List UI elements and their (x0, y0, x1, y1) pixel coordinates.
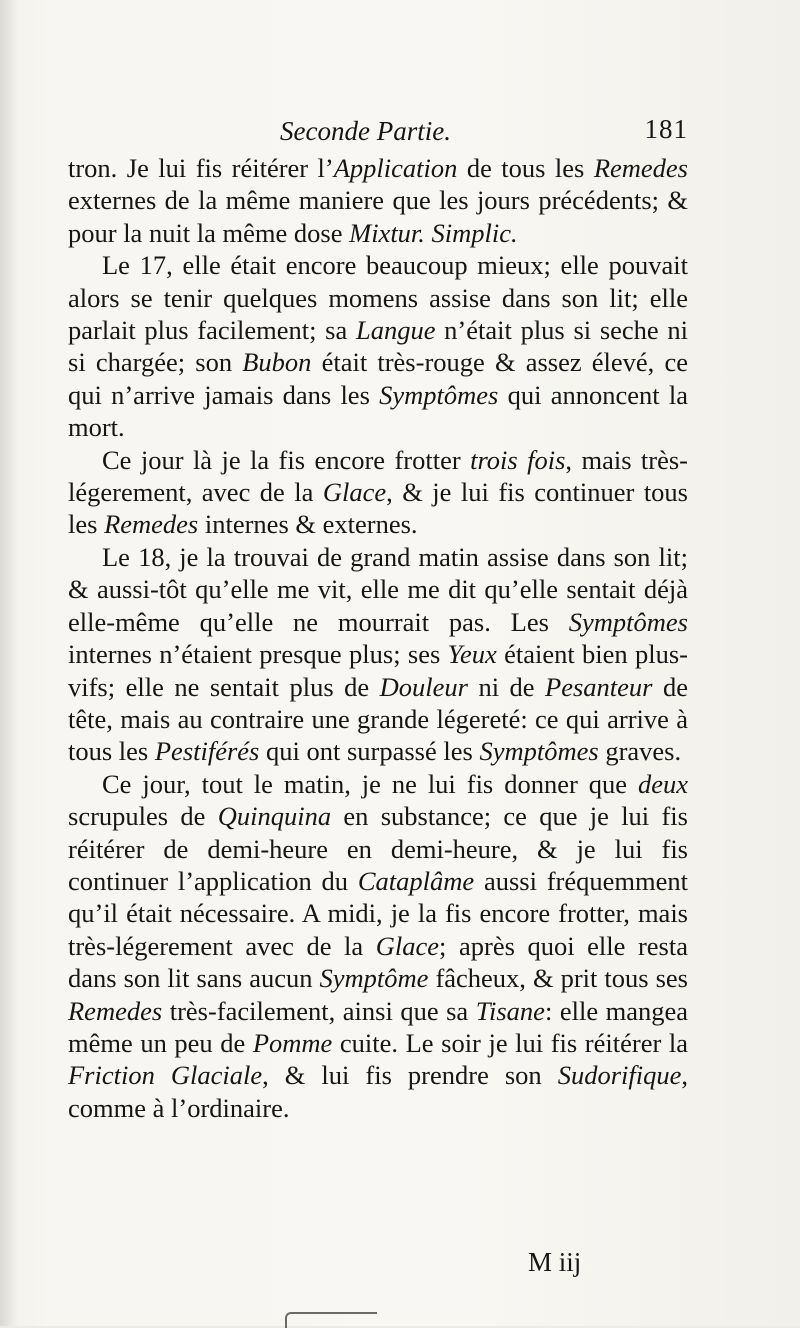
text-run: en substance; ce que je lui fis réitérer de demi-heure en demi-heure, & je lui fis continuer l’application du (68, 801, 688, 896)
text-run: très-facilement, ainsi que sa (162, 995, 476, 1026)
text-run: tron. Je lui fis réitérer l’ (68, 153, 334, 183)
paragraph (68, 768, 688, 1124)
text-run: graves. (598, 736, 682, 767)
italic-term: Quinquina (217, 801, 332, 832)
italic-term: Glace (375, 930, 440, 961)
text-run: fâcheux, & prit tous ses (428, 963, 688, 994)
paragraph (68, 152, 688, 249)
paragraph (68, 249, 688, 443)
text-run: qui ont surpassé les (259, 736, 480, 767)
italic-term: Douleur (379, 671, 468, 702)
text-run: aussi fréquemment qu’il était nécessaire. A midi, je la fis encore frotter, mais très-légerement avec de la (68, 865, 688, 961)
text-run: étaient bien plus-vifs; elle ne sentait plus de (68, 639, 689, 702)
italic-term: trois fois (470, 444, 566, 475)
italic-term: Pestiférés (154, 736, 260, 767)
text-run: , & je lui fis continuer tous les (68, 477, 688, 540)
text-run: , mais très-légerement, avec de la (68, 444, 689, 508)
italic-term: Sudorifique (557, 1060, 682, 1091)
italic-term: Pesanteur (545, 671, 653, 702)
italic-term: deux (637, 768, 688, 799)
italic-term: Bubon (242, 347, 312, 378)
signature-mark: M iij (528, 1247, 582, 1277)
italic-term: Pomme (252, 1027, 333, 1058)
text-run: ; après quoi elle resta dans son lit sans aucun (68, 930, 688, 994)
italic-term: Symptômes (568, 606, 688, 637)
text-run: Ce jour, tout le matin, je ne lui fis donner que (102, 768, 638, 799)
text-run: , & lui fis prendre son (262, 1060, 558, 1091)
text-run: était très-rouge & assez élevé, ce qui n’arrive jamais dans les (68, 347, 688, 410)
text-run: internes & externes. (198, 509, 418, 540)
page-number: 181 (644, 114, 688, 144)
text-run: externes de la même maniere que les jours précédents; & pour la nuit la même dose (68, 185, 688, 248)
body-text (68, 152, 688, 1124)
running-title: Seconde Partie. (280, 116, 451, 146)
text-run: ni de (467, 671, 546, 702)
gutter-shadow (0, 0, 18, 1326)
italic-term: Tisane (475, 995, 545, 1026)
italic-term: Symptômes (379, 379, 499, 410)
italic-term: Remedes (68, 995, 163, 1026)
italic-term: Langue (355, 315, 436, 346)
text-run: Le 18, je la trouvai de grand matin assise dans son lit; & aussi-tôt qu’elle me vit, elle me dit qu’elle sentait déjà elle-même qu’elle ne mourrait pas. Les (68, 541, 688, 637)
italic-term: Cataplâme (357, 865, 475, 896)
text-run: Le 17, elle était encore beaucoup mieux; elle pouvait alors se tenir quelques momens assise dans son lit; elle parlait plus facilement; sa (68, 250, 688, 346)
running-header (68, 112, 688, 152)
text-run: Ce jour là je la fis encore frotter (102, 444, 471, 475)
text-run: n’était plus si seche ni si chargée; son (68, 315, 689, 378)
italic-term: Symptôme (319, 963, 429, 994)
paragraph (68, 541, 688, 768)
text-run: : elle mangea même un peu de (68, 995, 689, 1058)
italic-term: Friction Glaciale (68, 1060, 263, 1091)
text-run: qui annoncent la mort. (68, 379, 688, 443)
text-run: , comme à l’ordinaire. (68, 1060, 688, 1123)
text-run: scrupules de (68, 801, 218, 832)
italic-term: Glace (322, 477, 387, 508)
text-run: internes n’étaient presque plus; ses (68, 639, 448, 670)
text-run: cuite. Le soir je lui fis réitérer la (332, 1027, 688, 1058)
italic-term: Mixtur. Simplic. (349, 217, 518, 248)
text-run: de tête, mais au contraire une grande légereté: ce qui arrive à tous les (68, 671, 688, 767)
paragraph (68, 444, 688, 541)
italic-term: Yeux (447, 639, 497, 670)
italic-term: Symptômes (479, 736, 599, 767)
italic-term: Remedes (593, 153, 688, 183)
italic-term: Remedes (104, 509, 199, 540)
italic-term: Application (333, 153, 458, 183)
text-run: de tous les (457, 153, 594, 183)
